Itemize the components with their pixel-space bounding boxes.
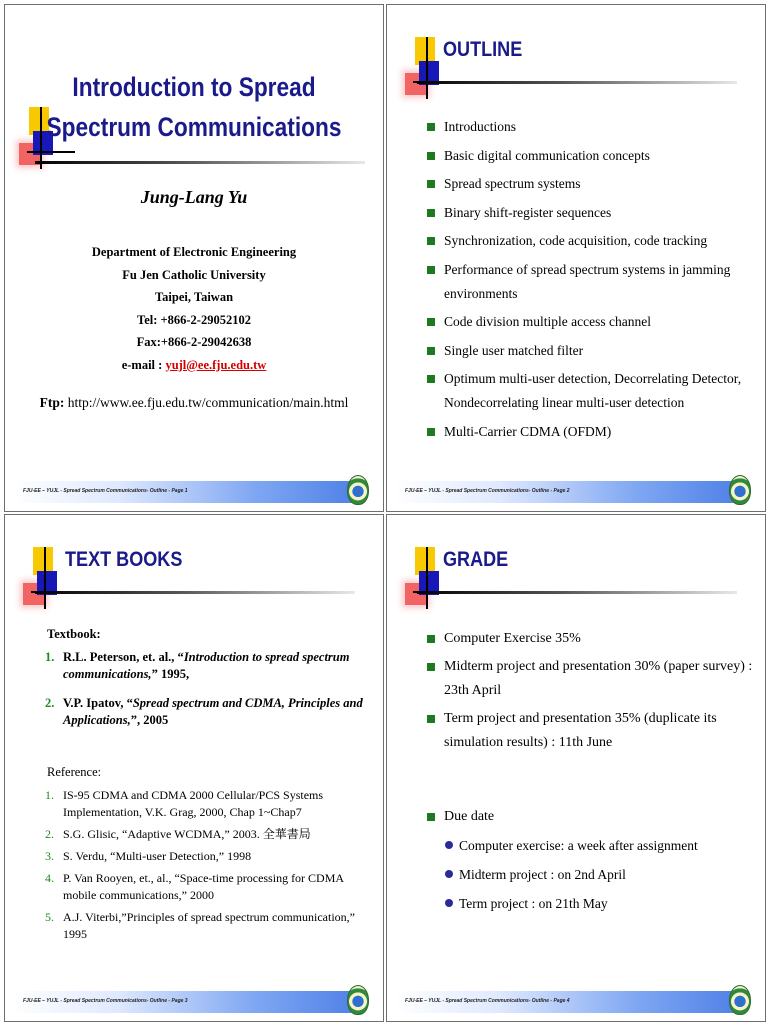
slide-1 — [4, 4, 384, 512]
list-item: Single user matched filter — [427, 339, 755, 363]
list-item: Synchronization, code acquisition, code tracking — [427, 229, 755, 253]
title-rule — [417, 81, 737, 84]
presentation-title: Introduction to Spread Spectrum Communications — [46, 72, 342, 142]
list-item: Multi-Carrier CDMA (OFDM) — [427, 420, 755, 444]
list-item: 1. IS-95 CDMA and CDMA 2000 Cellular/PCS Systems Implementation, V.K. Grag, 2000, Chap 1~Chap7 — [45, 788, 324, 819]
slide-3 — [4, 514, 384, 1022]
slide-title: TEXT BOOKS — [65, 548, 183, 571]
ftp-url[interactable]: http://www.ee.fju.edu.tw/communication/main.html — [67, 395, 349, 410]
textbook-list — [45, 649, 363, 736]
contact-info — [5, 241, 383, 376]
university-seal-icon — [729, 985, 751, 1015]
list-item: 3. S. Verdu, “Multi-user Detection,” 1998 — [45, 849, 252, 863]
email-link[interactable]: yujl@ee.fju.edu.tw — [165, 357, 267, 372]
list-item: Spread spectrum systems — [427, 172, 755, 196]
email-line: e-mail : yujl@ee.fju.edu.tw — [121, 357, 267, 372]
due-date-list — [427, 805, 755, 833]
author-name: Jung-Lang Yu — [140, 187, 248, 207]
list-item: 2. V.P. Ipatov, “Spread spectrum and CDMA, Principles and Applications,”, 2005 — [45, 696, 363, 727]
list-item: Basic digital communication concepts — [427, 144, 755, 168]
city: Taipei, Taiwan — [154, 290, 234, 304]
university-seal-icon — [347, 985, 369, 1015]
slide-title: OUTLINE — [443, 38, 523, 61]
slide-footer: FJU-EE – YUJL - Spread Spectrum Communications- Outline - Page 3 — [13, 991, 361, 1013]
list-item: 5. A.J. Viterbi,”Principles of spread spectrum communication,” 1995 — [45, 910, 355, 941]
list-item: Term project and presentation 35% (duplicate its simulation results) : 11th June — [427, 707, 755, 755]
grade-list — [427, 627, 755, 759]
list-item: Binary shift-register sequences — [427, 201, 755, 225]
reference-list — [45, 787, 363, 948]
list-item: Introductions — [427, 115, 755, 139]
list-item: Computer Exercise 35% — [427, 627, 755, 651]
university-seal-icon — [347, 475, 369, 505]
slide-title: GRADE — [443, 548, 509, 571]
list-item: 2. S.G. Glisic, “Adaptive WCDMA,” 2003. 全華書局 — [45, 827, 311, 841]
list-item: Optimum multi-user detection, Decorrelating Detector, Nondecorrelating linear multi-user detection — [427, 367, 755, 415]
title-rule — [35, 161, 365, 164]
list-item: Term project : on 21th May — [445, 889, 757, 918]
university: Fu Jen Catholic University — [122, 267, 266, 282]
university-seal-icon — [729, 475, 751, 505]
title-rule — [35, 591, 355, 594]
reference-label: Reference: — [47, 765, 102, 779]
due-date-label: Due date — [427, 805, 755, 829]
slide-footer: FJU-EE – YUJL - Spread Spectrum Communications- Outline - Page 2 — [395, 481, 743, 503]
outline-list — [427, 115, 755, 448]
slide-4 — [386, 514, 766, 1022]
slide-2 — [386, 4, 766, 512]
list-item: Computer exercise: a week after assignment — [445, 831, 757, 860]
list-item: Midterm project and presentation 30% (paper survey) : 23th April — [427, 655, 755, 703]
title-rule — [417, 591, 737, 594]
list-item: 4. P. Van Rooyen, et., al., “Space-time processing for CDMA mobile communications,” 2000 — [45, 871, 344, 902]
list-item: Code division multiple access channel — [427, 310, 755, 334]
due-date-items — [445, 831, 757, 918]
ftp-line: Ftp: http://www.ee.fju.edu.tw/communication/main.html — [39, 395, 349, 410]
telephone: Tel: +866-2-29052102 — [137, 312, 251, 327]
list-item: Midterm project : on 2nd April — [445, 860, 757, 889]
list-item: 1. R.L. Peterson, et. al., “Introduction to spread spectrum communications,” 1995, — [45, 650, 350, 681]
slide-footer: FJU-EE – YUJL - Spread Spectrum Communications- Outline - Page 1 — [13, 481, 361, 503]
fax: Fax:+866-2-29042638 — [136, 335, 252, 349]
department: Department of Electronic Engineering — [91, 245, 297, 259]
slide-footer: FJU-EE – YUJL - Spread Spectrum Communications- Outline - Page 4 — [395, 991, 743, 1013]
list-item: Performance of spread spectrum systems in jamming environments — [427, 258, 755, 306]
textbook-label: Textbook: — [47, 627, 101, 641]
